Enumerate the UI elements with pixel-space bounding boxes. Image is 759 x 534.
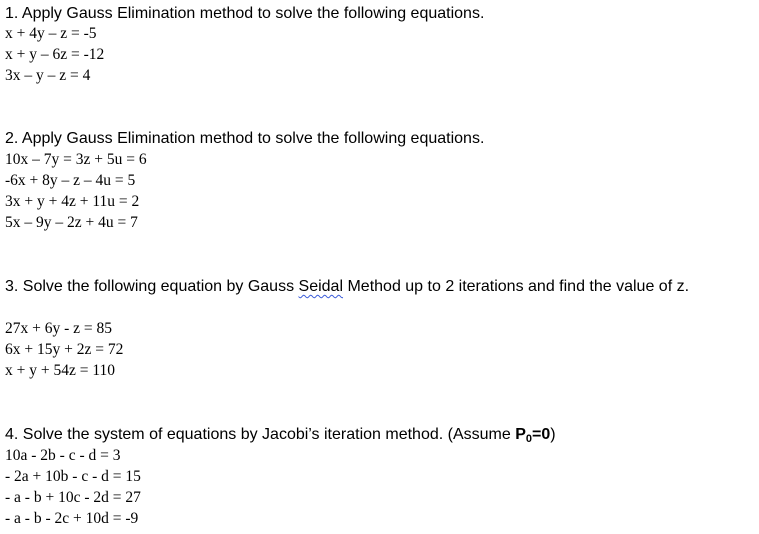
question-4-equation-3: - a - b + 10c - 2d = 27: [5, 489, 141, 506]
question-2-text: Apply Gauss Elimination method to solve the following equations.: [21, 130, 485, 147]
question-1-title: [5, 4, 484, 24]
question-1-equation-2: x + y – 6z = -12: [5, 46, 105, 63]
question-4-equation-1: 10a - 2b - c - d = 3: [5, 447, 121, 464]
question-4-assume-value: =0: [532, 426, 551, 443]
question-3-text-after: Method up to 2 iterations and find the value of z.: [347, 278, 690, 295]
question-2-title: [5, 129, 484, 149]
question-3-equation-1: 27x + 6y - z = 85: [5, 320, 113, 337]
question-2-equation-2: -6x + 8y – z – 4u = 5: [5, 172, 136, 189]
question-4-equation-2: - 2a + 10b - c - d = 15: [5, 468, 141, 485]
question-4-number: 4.: [5, 426, 19, 443]
question-3-title: [5, 277, 753, 297]
question-4-equation-4: - a - b - 2c + 10d = -9: [5, 510, 139, 527]
spellcheck-flagged-word: Seidal: [298, 278, 344, 295]
question-2-number: 2.: [5, 130, 19, 147]
question-1-text: Apply Gauss Elimination method to solve the following equations.: [21, 5, 485, 22]
question-3-number: 3.: [5, 278, 19, 295]
question-4-assume-expression: [515, 426, 550, 443]
question-4-assume-var: P: [515, 426, 526, 443]
question-4-text: Solve the system of equations by Jacobi’s iteration method. (Assume: [22, 426, 511, 443]
question-1-equation-3: 3x – y – z = 4: [5, 67, 91, 84]
question-1-number: 1.: [5, 5, 19, 22]
question-1-equation-1: x + 4y – z = -5: [5, 25, 97, 42]
question-3-equation-3: x + y + 54z = 110: [5, 362, 116, 379]
question-4-assume-sub: 0: [525, 433, 532, 445]
question-3-equation-2: 6x + 15y + 2z = 72: [5, 341, 124, 358]
question-3-text-before: Solve the following equation by Gauss: [22, 278, 295, 295]
question-2-equation-1: 10x – 7y = 3z + 5u = 6: [5, 151, 147, 168]
question-2-equation-3: 3x + y + 4z + 11u = 2: [5, 193, 140, 210]
question-2-equation-4: 5x – 9y – 2z + 4u = 7: [5, 214, 138, 231]
question-4-close-paren: ): [550, 426, 556, 443]
